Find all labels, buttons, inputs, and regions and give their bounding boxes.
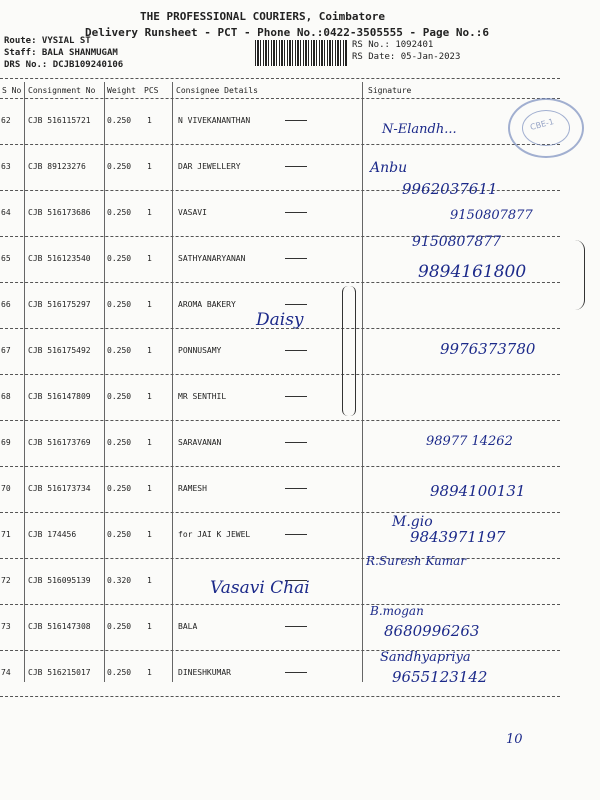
row-sno: 69 — [1, 438, 11, 447]
row-weight: 0.250 — [107, 346, 132, 355]
document-subtitle: Delivery Runsheet - PCT - Phone No.:0422-3505555 - Page No.:6 — [85, 26, 489, 39]
row-consignee: for JAI K JEWEL — [178, 530, 251, 539]
row-pcs: 1 — [147, 668, 152, 677]
col-pcs: PCS — [144, 86, 159, 95]
row-divider — [0, 512, 560, 513]
tick-mark — [285, 534, 307, 535]
phone-69: 98977 14262 — [426, 434, 513, 449]
pen-bracket — [342, 286, 356, 416]
phone-73: 8680996263 — [384, 622, 480, 640]
row-consignee: DINESHKUMAR — [178, 668, 231, 677]
row-consignee: RAMESH — [178, 484, 207, 493]
page-note: 10 — [506, 732, 523, 747]
row-consignee: DAR JEWELLERY — [178, 162, 241, 171]
tick-mark — [285, 488, 307, 489]
row-consignment-no: CJB 174456 — [28, 530, 77, 539]
row-consignment-no: CJB 516175297 — [28, 300, 91, 309]
row-consignment-no: CJB 516115721 — [28, 116, 91, 125]
signature-73: B.mogan — [370, 604, 424, 618]
row-weight: 0.320 — [107, 576, 132, 585]
row-divider — [0, 604, 560, 605]
signature-63: Anbu — [370, 160, 408, 176]
tick-mark — [285, 120, 307, 121]
phone-64: 9150807877 — [450, 208, 533, 223]
row-consignment-no: CJB 516175492 — [28, 346, 91, 355]
tick-mark — [285, 350, 307, 351]
row-divider — [0, 466, 560, 467]
row-consignee: PONNUSAMY — [178, 346, 222, 355]
phone-65a: 9150807877 — [412, 234, 502, 250]
staff-label: Staff: BALA SHANMUGAM — [4, 48, 118, 58]
row-sno: 66 — [1, 300, 11, 309]
tick-mark — [285, 304, 307, 305]
phone-67: 9976373780 — [440, 340, 536, 358]
row-consignee: SATHYANARYANAN — [178, 254, 246, 263]
row-consignment-no: CJB 516173686 — [28, 208, 91, 217]
rs-number: RS No.: 1092401 — [352, 40, 434, 50]
row-sno: 72 — [1, 576, 11, 585]
handwritten-note-66: Daisy — [256, 310, 304, 330]
row-weight: 0.250 — [107, 530, 132, 539]
tick-mark — [285, 672, 307, 673]
signature-62: N-Elandh... — [382, 122, 457, 137]
phone-74: 9655123142 — [392, 668, 488, 686]
company-stamp — [508, 98, 584, 158]
signature-71: M.gio — [392, 514, 433, 530]
route-label: Route: VYSIAL ST — [4, 36, 91, 46]
table-row — [0, 606, 600, 652]
row-consignee: N VIVEKANANTHAN — [178, 116, 251, 125]
stamp-text: CBE-1 — [529, 117, 555, 132]
row-sno: 74 — [1, 668, 11, 677]
pen-bracket — [574, 240, 585, 310]
col-consignment: Consignment No — [28, 86, 96, 95]
drs-label: DRS No.: DCJB109240106 — [4, 60, 124, 70]
row-sno: 62 — [1, 116, 11, 125]
row-divider — [0, 650, 560, 651]
row-weight: 0.250 — [107, 484, 132, 493]
row-sno: 65 — [1, 254, 11, 263]
tick-mark — [285, 212, 307, 213]
table-row — [0, 652, 600, 698]
row-sno: 64 — [1, 208, 11, 217]
row-weight: 0.250 — [107, 162, 132, 171]
row-consignment-no: CJB 516173734 — [28, 484, 91, 493]
column-header-divider — [0, 98, 560, 99]
row-consignee: BALA — [178, 622, 198, 631]
row-consignment-no: CJB 516173769 — [28, 438, 91, 447]
row-divider — [0, 558, 560, 559]
tick-mark — [285, 166, 307, 167]
row-weight: 0.250 — [107, 392, 132, 401]
row-weight: 0.250 — [107, 668, 132, 677]
table-row — [0, 376, 600, 422]
col-consignee: Consignee Details — [176, 86, 258, 95]
row-consignment-no: CJB 89123276 — [28, 162, 86, 171]
tick-mark — [285, 396, 307, 397]
phone-70: 9894100131 — [430, 482, 526, 500]
signature-72: R.Suresh Kumar — [366, 554, 467, 568]
row-divider — [0, 144, 560, 145]
row-pcs: 1 — [147, 438, 152, 447]
barcode — [255, 40, 347, 66]
row-weight: 0.250 — [107, 116, 132, 125]
table-row — [0, 514, 600, 560]
row-consignment-no: CJB 516123540 — [28, 254, 91, 263]
row-pcs: 1 — [147, 116, 152, 125]
row-consignee: MR SENTHIL — [178, 392, 227, 401]
row-pcs: 1 — [147, 346, 152, 355]
row-divider — [0, 282, 560, 283]
tick-mark — [285, 258, 307, 259]
phone-65b: 9894161800 — [418, 262, 527, 282]
row-weight: 0.250 — [107, 208, 132, 217]
row-weight: 0.250 — [107, 300, 132, 309]
row-divider — [0, 696, 560, 697]
document-title: THE PROFESSIONAL COURIERS, Coimbatore — [140, 10, 386, 23]
row-pcs: 1 — [147, 484, 152, 493]
row-consignee: VASAVI — [178, 208, 207, 217]
table-row — [0, 146, 600, 192]
row-consignment-no: CJB 516147809 — [28, 392, 91, 401]
row-sno: 67 — [1, 346, 11, 355]
row-consignment-no: CJB 516147308 — [28, 622, 91, 631]
row-pcs: 1 — [147, 162, 152, 171]
row-pcs: 1 — [147, 392, 152, 401]
row-sno: 68 — [1, 392, 11, 401]
col-signature: Signature — [368, 86, 412, 95]
phone-63: 9962037611 — [402, 180, 498, 198]
row-pcs: 1 — [147, 576, 152, 585]
phone-71: 9843971197 — [410, 528, 506, 546]
row-consignment-no: CJB 516215017 — [28, 668, 91, 677]
row-consignee: SARAVANAN — [178, 438, 222, 447]
tick-mark — [285, 442, 307, 443]
row-sno: 71 — [1, 530, 11, 539]
row-pcs: 1 — [147, 254, 152, 263]
row-pcs: 1 — [147, 300, 152, 309]
tick-mark — [285, 626, 307, 627]
rs-date: RS Date: 05-Jan-2023 — [352, 52, 461, 62]
row-divider — [0, 374, 560, 375]
col-sno: S No — [2, 86, 22, 95]
row-consignee: AROMA BAKERY — [178, 300, 236, 309]
signature-74: Sandhyapriya — [380, 650, 471, 665]
handwritten-note-73: Vasavi Chai — [210, 578, 310, 598]
row-pcs: 1 — [147, 530, 152, 539]
row-sno: 63 — [1, 162, 11, 171]
row-consignment-no: CJB 516095139 — [28, 576, 91, 585]
row-sno: 70 — [1, 484, 11, 493]
col-weight: Weight — [107, 86, 136, 95]
row-pcs: 1 — [147, 208, 152, 217]
row-sno: 73 — [1, 622, 11, 631]
header-divider — [0, 78, 560, 79]
row-weight: 0.250 — [107, 254, 132, 263]
row-pcs: 1 — [147, 622, 152, 631]
row-weight: 0.250 — [107, 622, 132, 631]
row-divider — [0, 420, 560, 421]
row-weight: 0.250 — [107, 438, 132, 447]
